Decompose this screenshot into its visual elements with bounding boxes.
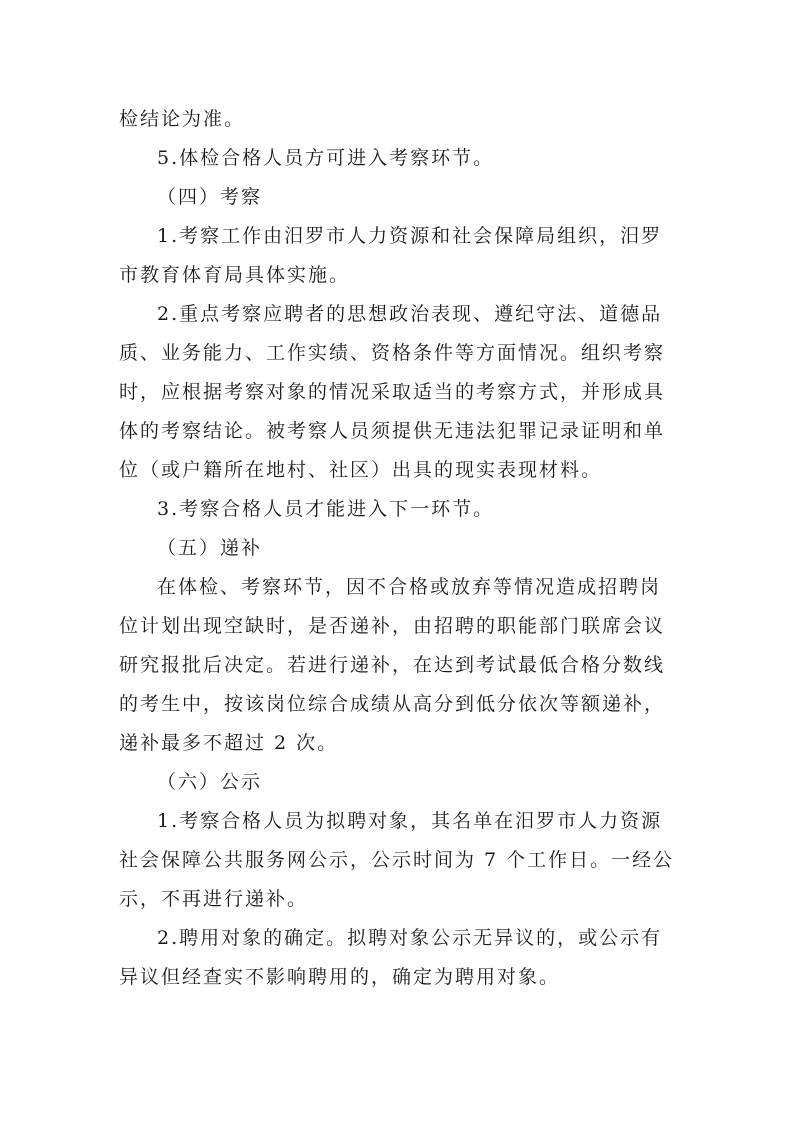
section-heading-substitution: [119, 529, 684, 568]
text-line: 1.考察工作由汨罗市人力资源和社会保障局组织，汨罗: [157, 225, 663, 247]
text-line: 的考生中，按该岗位综合成绩从高分到低分依次等额递补，: [119, 693, 666, 715]
text-line: 2.重点考察应聘者的思想政治表现、遵纪守法、道德品: [157, 303, 663, 325]
text-line: 异议但经查实不影响聘用的，确定为聘用对象。: [119, 966, 561, 988]
section-title: （六）公示: [157, 771, 263, 793]
text-line: 递补最多不超过 2 次。: [119, 732, 339, 754]
document-body: [119, 100, 684, 997]
section-title: （四）考察: [157, 186, 263, 208]
text-line: 1.考察合格人员为拟聘对象，其名单在汨罗市人力资源: [157, 810, 663, 832]
text-line: 5.体检合格人员方可进入考察环节。: [157, 147, 495, 169]
list-item-3: [119, 490, 684, 529]
text-line: 示，不再进行递补。: [119, 888, 309, 910]
text-line: 检结论为准。: [119, 108, 246, 130]
text-line: 位计划出现空缺时，是否递补，由招聘的职能部门联席会议: [119, 615, 666, 637]
list-item-1: [119, 802, 684, 919]
text-line: 市教育体育局具体实施。: [119, 264, 351, 286]
text-line: 质、业务能力、工作实绩、资格条件等方面情况。组织考察: [119, 342, 666, 364]
text-line: 在体检、考察环节，因不合格或放弃等情况造成招聘岗: [157, 576, 662, 598]
paragraph: [119, 100, 684, 139]
list-item-1: [119, 217, 684, 295]
paragraph-substitution: [119, 568, 684, 763]
list-item-2: [119, 919, 684, 997]
text-line: 社会保障公共服务网公示，公示时间为 7 个工作日。一经公: [119, 849, 675, 871]
text-line: 3.考察合格人员才能进入下一环节。: [157, 498, 495, 520]
text-line: 体的考察结论。被考察人员须提供无违法犯罪记录证明和单: [119, 420, 666, 442]
list-item-2: [119, 295, 684, 490]
section-title: （五）递补: [157, 537, 263, 559]
text-line: 2.聘用对象的确定。拟聘对象公示无异议的，或公示有: [157, 927, 663, 949]
list-item-5: [119, 139, 684, 178]
text-line: 时，应根据考察对象的情况采取适当的考察方式，并形成具: [119, 381, 666, 403]
section-heading-inspection: [119, 178, 684, 217]
text-line: 位（或户籍所在地村、社区）出具的现实表现材料。: [119, 459, 603, 481]
section-heading-publicity: [119, 763, 684, 802]
text-line: 研究报批后决定。若进行递补，在达到考试最低合格分数线: [119, 654, 666, 676]
